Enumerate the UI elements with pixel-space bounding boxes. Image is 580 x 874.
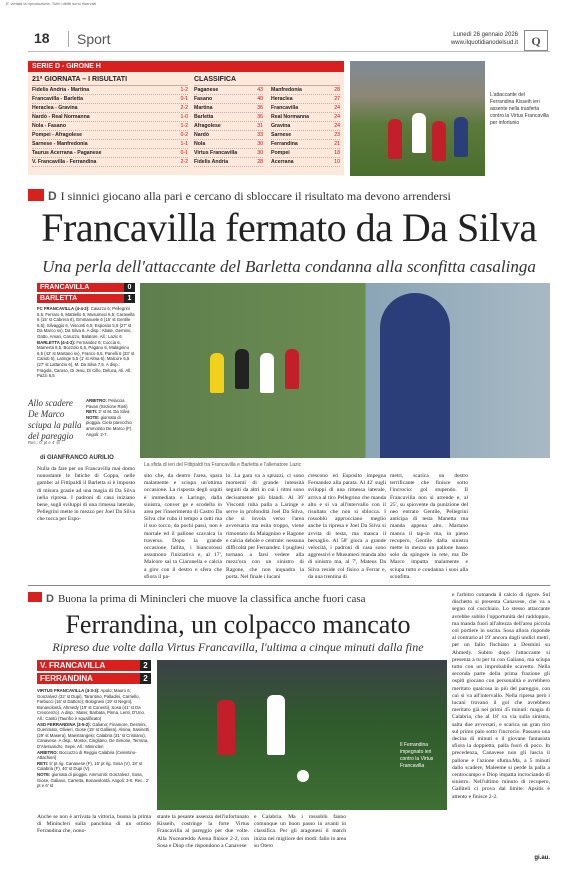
result-row [32,113,188,122]
article1-kicker [28,189,550,203]
result-row-label: Francavilla - Barletta [32,96,84,102]
standing-row [271,86,340,95]
standing-row-label: Nardò [194,132,209,138]
referee-label: ARBITRO: [37,749,59,755]
goals: 3' st M. Da Silva [98,409,130,415]
issue-date: Lunedì 26 gennaio 2026 [453,32,518,38]
player-figure [432,121,446,161]
standing-row [271,113,340,122]
page-header [28,30,550,52]
result-row [32,131,188,140]
results-title: 21ª GIORNATA – I RISULTATI [32,76,188,86]
standing-row-label: Francavilla [271,105,299,111]
newspaper-logo: Q [524,30,548,51]
standing-row [271,149,340,158]
standing-row-value: 36 [257,105,263,111]
result-row-label: Nardò - Real Normanna [32,114,90,120]
result-row [32,104,188,113]
standing-row-label: Acerrana [271,159,294,165]
player-figure [412,113,426,153]
goals: 5' pt rig. Canavese (F), 15' pt rig. Sosa (V), 18' st Calabria (F), 40' st Dupi (V) [37,760,143,772]
home-score: 0 [124,283,135,292]
result-row-label: Pompei - Afragolese [32,132,82,138]
standing-row-value: 33 [257,132,263,138]
home-score: 2 [140,660,151,671]
standing-row [194,158,263,167]
result-row-value: 1-1 [180,141,188,147]
standing-row-label: Sarnese [271,132,292,138]
standings-left [194,86,263,167]
lineup-away-label: ASD FERRANDINA (3-5-2): [37,721,92,727]
result-row-value: 0-1 [180,96,188,102]
red-square-icon [28,592,42,602]
scoreboard-2 [37,660,151,684]
article1-col5: metri, scarica un destro terrificante che finisce sotto l'incrocio: gol stupendo. Il Francavilla non si arrende e, al 25', su spiovente da punizione del neo entrato Gentile, Pellegrini anticipa di testa Manetta ma manda appena alto. Martano manca il tap-in ma, in pieno recupero, Gentile dalla sinistra mette in mezzo un pallone basso solo da spingere in rete, ma De Marco impatta malamente e sciupa tutto e condanna i suoi alla sconfitta. [390,473,468,580]
photo-caption-top: L'attaccante del Ferrandina Kisseih ieri assente nella trasferta contro la Virtus Francavilla per infortunio [490,92,549,126]
standing-row-value: 31 [257,123,263,129]
article2-subheadline: Ripreso due volte dalla Virtus Francavilla, l'ultima a cinque minuti dalla fine [52,640,424,654]
results-column [32,76,188,167]
article1-subheadline: Una perla dell'attaccante del Barletta condanna alla sconfitta casalinga [42,257,536,276]
standing-row-value: 30 [257,150,263,156]
standing-row [271,158,340,167]
signature: gi.au. [534,855,550,861]
standing-row-value: 21 [334,141,340,147]
photo-caption-main: La sfida di ieri del Fittipaldi tra Francavilla e Barletta e l'allenatore Lazic [144,462,302,468]
standing-row-label: Nola [194,141,206,147]
series-label: SERIE D - GIRONE H [28,61,344,72]
lineup-away-label: BARLETTA (4-4-2): [37,339,76,345]
result-row [32,158,188,167]
player-figure [260,353,274,393]
standing-row-value: 28 [257,159,263,165]
match-photo-bottom [157,660,447,810]
article1-col3: lo. La gara va a sprazzi, ci sono momenti di grande intensità seguiti da altri in cui i ritmi sono decisamente più blandi. Al 36' Visconti ruba palla a Laringe e serve in profondità Joel Da Silva, che si invola verso l'area avversaria ma esita troppo, viene rimontato da Malagnino e Ragone e calcia debole e centrale: nessuna difficoltà per Fernandez. I pugliesi tornano a farsi vedere alla mezz'ora con un sinistro di Ragone, che non inquadra la porta. Nel finale i lucani [226,473,304,580]
referee-figure [235,349,249,389]
standing-row [271,140,340,149]
away-score: 1 [124,294,135,303]
standings-title: CLASSIFICA [194,76,340,86]
lineup-home-label: VIRTUS FRANCAVILLA (4-3-3): [37,688,100,693]
kicker-text: I sinnici giocano alla pari e cercano di sbloccare il risultato ma devono arrendersi [60,189,451,203]
coach-figure [380,293,450,458]
player-figure [388,119,402,159]
result-row-label: Nola - Fasano [32,123,67,129]
standing-row-value: 24 [334,114,340,120]
standing-row [194,149,263,158]
standing-row-value: 30 [257,141,263,147]
goal-label: RETI: [37,760,49,766]
referee-label: ARBITRO: [86,398,108,403]
goal-label: RETI: [86,409,98,415]
standings-column [194,76,340,167]
result-row-label: V. Francavilla - Ferrandina [32,159,97,165]
result-row-label: Taurus Acerrana - Paganese [32,150,102,156]
referee: Boccuzzo di Reggio Calabria (Celentino-Attachieri) [37,749,137,761]
home-team: FRANCAVILLA [37,283,124,292]
standing-row [271,104,340,113]
result-row-value: 1-2 [180,87,188,93]
copyright-note: E' vietata la riproduzione. Tutti i diritti sono riservati [6,1,96,6]
section-name: Sport [68,31,110,47]
article2-col4: e l'arbitro comanda il calcio di rigore. Sul dischetto si presenta Canavese, che va a segno col cucchiaio. Lo stesso attaccante avrebbe subito l'opportunità del raddoppio, ma manda fuori all'altezza dell'area piccola col portiere in uscita. Sosa allora risponde al contrario al 19' ancora dagli undici metri, per un fallo fischiato a Desmini su Ahmedy. Subito dopo l'attaccante si presenta a tu per tu con Galiano, ma sciupa tutto con un improbabile scavetto. Nella seconda parte della prima frazione gli ospiti giocano con personalità e avrebbero meritato qualcosa in più del pareggio, con cui si va all'intervallo. Nella ripresa però i lucani trovano il gol che avrebbero meritato già nei primi 45 minuti: magia di Calabria, che al 18' va via sulla sinistra, salta due avversari, e scarica un gran tiro sul primo palo sotto l'incrocio. Passano una decina di minuti e il giovane fantasista sfiora la doppietta, palla fuori di poco. In precedenza, Canavese non gli lascia il pallone e l'azione sfuma.Ma, a 5 minuti dallo scadere, Maleeme si perde la palla a centrocampo e Diop impatta incrociando di sinistro. Nell'ultimo minuto di recupero, Galliteli ci prova dal limite: Apsitis è attento e finisce 2-2. [452,592,550,800]
match-photo-main [140,283,550,458]
standing-row-label: Virtus Francavilla [194,150,238,156]
standing-row-label: Pompei [271,150,290,156]
photo-caption-bottom: Il Ferrandina impegnato ieri contro la Virtus Francavilla [400,742,434,769]
match-info-1 [86,398,136,437]
kicker-letter: D [46,593,54,605]
red-square-icon [28,189,44,201]
notes-label: NOTE: [86,414,100,420]
result-row [32,149,188,158]
kicker-text: Buona la prima di Minincleri che muove la classifica anche fuori casa [57,593,366,605]
article2-col2: stante la pesante assenza dell'infortunato Kisseih, costringe la forte Virtus Francavilla al pareggio per due volte. Alla Nuceareddo Arena finisce 2-2, con Sosa e Diop che rispondono a Canavese [157,814,249,849]
standings-right [271,86,340,167]
standing-row-value: 10 [334,159,340,165]
standing-row-label: Martina [194,105,213,111]
player-figure [267,695,285,755]
standing-row-value: 27 [334,96,340,102]
standing-row-label: Barletta [194,114,214,120]
result-row-value: 2-2 [180,159,188,165]
article-separator [28,585,550,586]
lineup-away: Fernandez 6; Coccia 6, Mamerta 6,5, Bozzolo 6,5, Pagano 6, Malagnino 6,5 (42' st Martano sv), Franco 6,5, Panelli 6 (33' st Carioti 6), Laringe 5,5 (1' st Alma 6); Malcore 5,5 (27' st Lattanzio 6), M. Da Silva 7,5. A disp.: Fragola, Caruso, Di Jesu, Di Cillo, Deluca, Ali. All.: Pazzi 6,5 [37,339,135,379]
standing-row [194,140,263,149]
website: www.ilquotidianodelsud.it [450,40,518,46]
away-team: BARLETTA [37,294,124,303]
standing-row-value: 23 [334,132,340,138]
result-row [32,95,188,104]
results-box [28,61,344,175]
standing-row [194,86,263,95]
standing-row-label: Fidelis Andria [194,159,229,165]
byline: di GIANFRANCO AURILIO [40,455,114,461]
standing-row-value: 28 [334,87,340,93]
ball-icon [297,770,309,782]
article2-col3: e Calabria. Ma i rossoblù fanno comunque un buon passo in avanti in classifica. Per gli aragonesi il match inizia nel migliore dei modi: fallo in area su Otero [254,814,346,849]
article1-col1: Nulla da fare per un Francavilla mai domo nonostante le fatiche di Coppa, nelle gambe: al Fittipaldi il Barletta si è imposto di misura grazie ad una magia di Da Silva nella ripresa. I padroni di casa iniziano bene, sugli sviluppi di una rimessa laterale, Pellegrini mette in mezzo per Joel Da Silva che tocca per Espo- [37,466,135,523]
article1-col2: sito che, da dentro l'area, spara malamente e sciupa un'ottima occasione. La risposta degli ospiti è immediata e Laringe, dalla sinistra, conver ge e scodella in area per l'inserimento di Castro Da Silva che ruba il tempo a tutti ma il suo tocco, da pochi passi, non è mortale ed il pallone scavalca la traversa. Dopo la grande occasione fallita, i biancorossi assumono l'iniziativa e, al 17', Malcore sal ta Ciarunella e calcia a giro con il destro e sfera che sfiora il pa- [144,473,222,580]
standing-row [194,95,263,104]
page-number: 18 [34,30,50,46]
dateline [451,31,518,47]
standing-row-label: Gravina [271,123,291,129]
result-row [32,86,188,95]
result-row-value: 0-1 [180,150,188,156]
article2-kicker [28,592,448,605]
player-figure [454,117,468,157]
standing-row-value: 24 [334,105,340,111]
standing-row-value: 24 [334,123,340,129]
standing-row-label: Heraclea [271,96,293,102]
away-team: FERRANDINA [37,673,140,684]
away-score: 2 [140,673,151,684]
standing-row [194,104,263,113]
player-figure [285,349,299,389]
standing-row [271,95,340,104]
standing-row-value: 40 [257,96,263,102]
lineup-home: Apolo; Mauro 6; Gonzalvez (32' st Dupi), Tarantino, Palladini, Carriello, Farbucci (16' st Dattoro); Bolognesi (19' st Negro), Bonavolontà, Ahmedy (19' st Conenti), Sosa (41' st Da Crescenzo). A disp.: Mater, Barbata, Pinna, Lenti, D'Uno. All.: Cantù (Tauriho è squalificato) [37,688,146,721]
result-row-label: Fidelis Andria - Martina [32,87,90,93]
result-row-value: 1-2 [180,123,188,129]
article1-headline: Francavilla fermato da Da Silva [41,205,537,250]
result-row-value: 2-2 [180,105,188,111]
standing-row [271,122,340,131]
lineup-away: Galiano; Finamore, Desmini, Guerimato, Olivieri, Giose (15' st Galliera), Alsina, Sasinetti (29' st Masera), Maestrangelo; Calabria (31' st Cristiano), Canavese. A disp.: Mostoi, Cingliano, De Simone, Terrana, D'Alessandro, Sepe. All.: Minincleri [37,721,150,749]
referee: Pelaccia Pavan (Sezione Rieti) [86,398,128,409]
standing-row-value: 18 [334,150,340,156]
standing-row [194,113,263,122]
lineups-2 [37,688,151,789]
kicker-letter: D [48,189,57,203]
standing-row-label: Real Normanna [271,114,310,120]
recovery-note: Rec.: 0' pt e 4' st [28,440,60,445]
notes: giornata di pioggia. Cielo parecchio ammonito De Marco (F). Angoli: 2-7. [86,414,133,437]
standing-row [271,131,340,140]
standing-row-value: 43 [257,87,263,93]
article1-col4: crescono ed Esposito impegna Fernandez alla parata. Al 42' sugli sviluppi di una rimessa laterale, arriva al tiro Pellegrino che manda alto e si va all'intervallo con il risultato che non si sblocca. I rossoblù approcciano meglio anche la ripresa e Joel Da Silva si avvita di testa, ma manca il bersaglio. Al 58' gioca a grande velocità, i padroni di casa sono aggressivi e Musumeci manda alto di sinistro ma, al 7', Mateus Da Silva reside col fisico a Ferrar e, da una trentina di [308,473,386,580]
result-row-label: Heraclea - Gravina [32,105,78,111]
lineup-home: Caiazzo 6; Pellegrini 6,5, Ferraro 6, Mattiello 6, Musumeci 6,5; Caravella 6 (15' st Cabrera 6), Emmanuele 6 (15' st Gentile 6,5), Silvaggio 6, Visconti 6,5; Esposito 5,5 (27' st Da Marco sv), Da Silva 6. A disp.: Abate, Gemino, Gatto, Amari, Caruzzo, Balatore. All.: Lazic 6 [37,306,135,339]
standing-row-label: Afragolese [194,123,221,129]
article2-headline: Ferrandina, un colpacco mancato [65,610,411,639]
lineups-1 [37,306,135,379]
scoreboard-1 [37,283,135,303]
notes: giornata di pioggia. Ammoniti: Gonzalvez, Sosa, Giose, Galiano, Carretta, Bonavolontà. Angoli: 3-0. Rec.: 2' pt e 6' st [37,771,150,789]
standing-row [194,122,263,131]
player-figure [217,700,235,755]
result-row-value: 1-0 [180,114,188,120]
lineup-home-label: FC FRANCAVILLA (4-4-2): [37,306,90,311]
pull-quote: Allo scadere De Marco sciupa la palla del pareggio [28,398,82,441]
match-photo-top [350,61,485,176]
standing-row [194,131,263,140]
result-row [32,122,188,131]
standing-row-value: 36 [257,114,263,120]
standing-row-label: Fasano [194,96,213,102]
result-row-label: Sarnese - Manfredonia [32,141,88,147]
standing-row-label: Ferrandina [271,141,298,147]
referee-figure [210,353,224,393]
home-team: V. FRANCAVILLA [37,660,140,671]
standing-row-label: Manfredonia [271,87,302,93]
article2-col1: Anche se non è arrivata la vittoria, buona la prima di Minincleri sulla panchina di un ottimo Ferrandina che, nono- [37,814,151,835]
result-row-value: 0-2 [180,132,188,138]
standing-row-label: Paganese [194,87,219,93]
notes-label: NOTE: [37,771,51,777]
result-row [32,140,188,149]
